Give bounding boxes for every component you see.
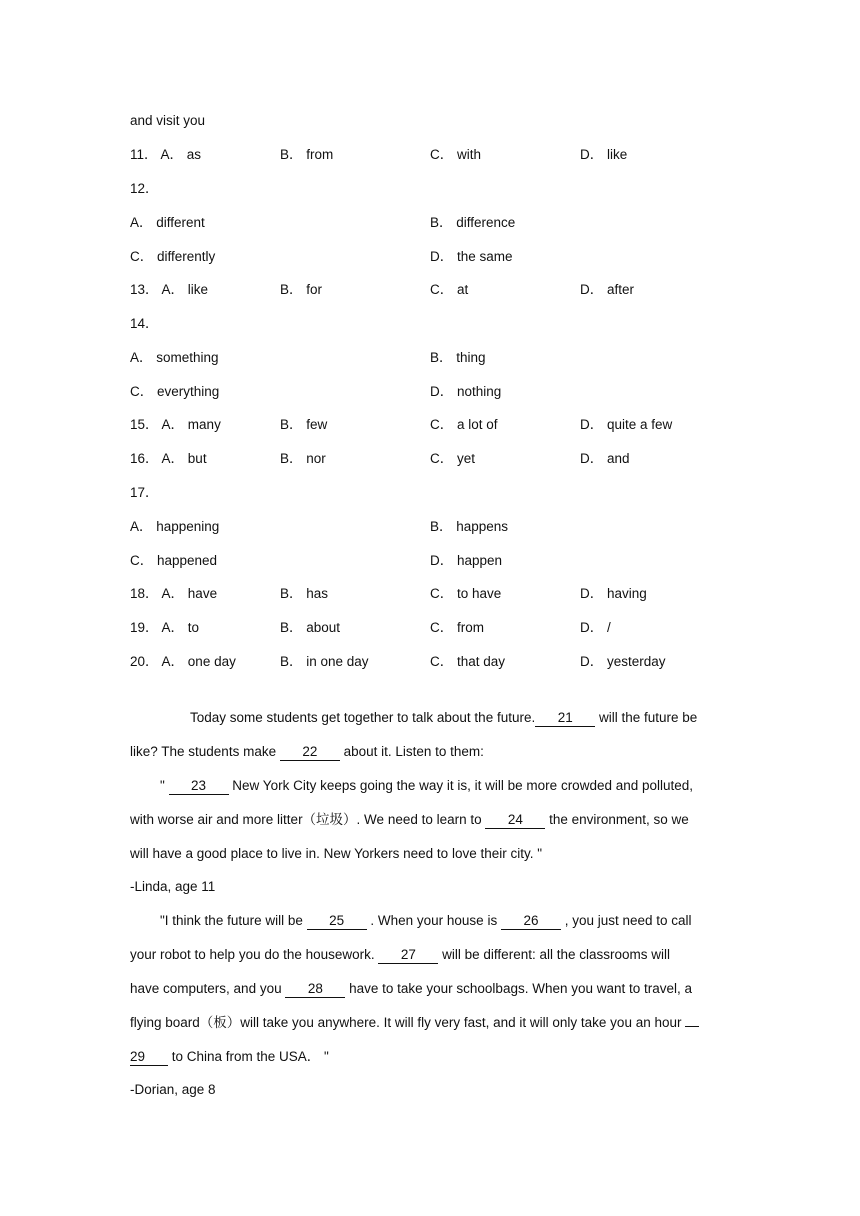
question-12-row-2	[130, 247, 730, 267]
option-c: C． at	[430, 282, 469, 297]
blank-23: 23	[169, 777, 229, 795]
option-d: D． like	[580, 147, 628, 162]
question-14-row-1	[130, 348, 730, 368]
option-d: D． having	[580, 586, 647, 601]
signature-linda: -Linda, age 11	[130, 879, 216, 894]
passage-text: to China from the USA． "	[168, 1049, 329, 1064]
question-12-row-1	[130, 213, 730, 233]
option-c: C． that day	[430, 654, 506, 669]
passage-text: Today some students get together to talk about the future.	[190, 710, 536, 725]
option-a: A． one day	[161, 654, 236, 669]
passage-line-8	[130, 979, 730, 999]
passage-text: "	[160, 778, 169, 793]
option-d: D． nothing	[430, 384, 502, 399]
option-d: D． yesterday	[580, 654, 666, 669]
option-a: A． have	[161, 586, 218, 601]
option-b: B． happens	[430, 519, 509, 534]
option-a: A． something	[130, 350, 219, 365]
option-c: C． with	[430, 147, 482, 162]
option-c: C． to have	[430, 586, 502, 601]
blank-26: 26	[501, 912, 561, 930]
option-c: C． differently	[130, 249, 216, 264]
passage-text: have to take your schoolbags. When you want to travel, a	[345, 981, 693, 996]
passage-text: like? The students make	[130, 744, 280, 759]
passage-text: . When your house is	[366, 913, 501, 928]
option-a: A． but	[161, 451, 207, 466]
passage-line-1	[190, 708, 790, 728]
question-number: 16．	[130, 451, 159, 466]
option-d: D． happen	[430, 553, 503, 568]
blank-24: 24	[485, 811, 545, 829]
question-17-row-2	[130, 551, 730, 571]
question-14-number: 14．	[130, 316, 159, 331]
option-a: A． different	[130, 215, 205, 230]
option-d: D． and	[580, 451, 630, 466]
question-17-number: 17．	[130, 485, 159, 500]
option-b: B． for	[280, 282, 323, 297]
option-a: A． like	[161, 282, 209, 297]
passage-text: about it. Listen to them:	[339, 744, 484, 759]
option-c: C． happened	[130, 553, 218, 568]
passage-text: the environment, so we	[545, 812, 689, 827]
passage-line-7	[130, 945, 730, 965]
passage-text: , you just need to call	[560, 913, 692, 928]
passage-text: will the future be	[595, 710, 698, 725]
question-number: 18．	[130, 586, 159, 601]
question-20	[130, 652, 730, 672]
option-d: D． /	[580, 620, 611, 635]
passage-text: your robot to help you do the housework.	[130, 947, 379, 962]
passage-text: will be different: all the classrooms will	[438, 947, 670, 962]
question-16	[130, 449, 730, 469]
passage-line-2	[130, 742, 730, 762]
passage-line-10	[130, 1047, 730, 1067]
question-13	[130, 280, 730, 300]
blank-21: 21	[535, 709, 595, 727]
question-number: 13．	[130, 282, 159, 297]
option-c: C． a lot of	[430, 417, 498, 432]
passage-text: flying board（板）will take you anywhere. It will fly very fast, and it will only take you an hour	[130, 1015, 686, 1030]
blank-22: 22	[280, 743, 340, 761]
passage-line-4	[130, 810, 730, 830]
question-18	[130, 584, 730, 604]
option-b: B． has	[280, 586, 329, 601]
passage-line-5: will have a good place to live in. New Yorkers need to love their city. "	[130, 846, 543, 861]
blank-29: 29	[130, 1048, 168, 1066]
passage-text: with worse air and more litter（垃圾）. We need to learn to	[130, 812, 486, 827]
blank-28: 28	[285, 980, 345, 998]
option-a: A． as	[160, 147, 202, 162]
passage-text: have computers, and you	[130, 981, 286, 996]
option-c: C． from	[430, 620, 484, 635]
option-d: D． the same	[430, 249, 513, 264]
question-number: 20．	[130, 654, 159, 669]
option-b: B． nor	[280, 451, 326, 466]
option-d: D． after	[580, 282, 635, 297]
option-c: C． yet	[430, 451, 476, 466]
question-14-row-2	[130, 382, 730, 402]
option-a: A． to	[161, 620, 200, 635]
blank-27: 27	[378, 946, 438, 964]
question-12-number: 12．	[130, 181, 159, 196]
blank-25: 25	[307, 912, 367, 930]
option-b: B． thing	[430, 350, 486, 365]
option-a: A． many	[161, 417, 221, 432]
question-17-row-1	[130, 517, 730, 537]
question-19	[130, 618, 730, 638]
option-a: A． happening	[130, 519, 220, 534]
option-b: B． difference	[430, 215, 516, 230]
option-d: D． quite a few	[580, 417, 673, 432]
option-b: B． about	[280, 620, 341, 635]
option-b: B． in one day	[280, 654, 369, 669]
option-b: B． from	[280, 147, 334, 162]
signature-dorian: -Dorian, age 8	[130, 1082, 216, 1097]
option-b: B． few	[280, 417, 328, 432]
question-15	[130, 415, 730, 435]
intro-tail: and visit you	[130, 113, 206, 128]
question-number: 11．	[130, 147, 158, 162]
option-c: C． everything	[130, 384, 220, 399]
passage-text: New York City keeps going the way it is, it will be more crowded and polluted,	[228, 778, 694, 793]
passage-line-3	[160, 776, 760, 796]
passage-line-6	[160, 911, 760, 931]
passage-line-9	[130, 1013, 730, 1033]
passage-text: "I think the future will be	[160, 913, 307, 928]
blank-29-start	[685, 1026, 699, 1027]
question-11	[130, 145, 730, 165]
question-number: 15．	[130, 417, 159, 432]
question-number: 19．	[130, 620, 159, 635]
